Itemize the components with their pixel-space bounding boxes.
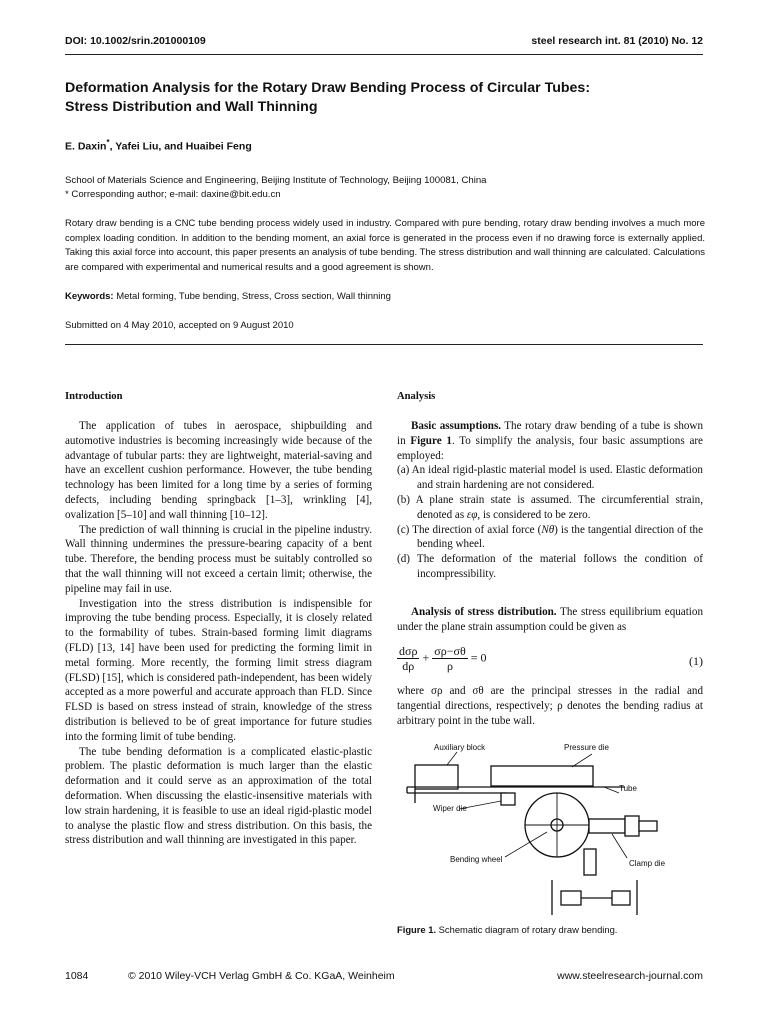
- assumption-item: (a) An ideal rigid-plastic material model is used. Elastic deformation and strain hardening are not considered.: [397, 464, 703, 492]
- label-pressure-die: Pressure die: [564, 743, 609, 752]
- label-auxiliary-block: Auxiliary block: [434, 743, 486, 752]
- eq-term-1: $\frac{\text{dσρ}}{d\rho}$: [399, 644, 418, 673]
- author-rest: , Yafei Liu, and Huaibei Feng: [109, 140, 252, 153]
- equation-number: (1): [689, 654, 703, 668]
- abstract-rule: [65, 344, 703, 345]
- header-rule: [65, 54, 703, 55]
- doi: DOI: 10.1002/srin.201000109: [65, 35, 206, 47]
- stress-analysis-text: The stress equilibrium equation under the plane strain assumption could be given as: [397, 606, 703, 633]
- intro-paragraph-2: The prediction of wall thinning is crucial in the pipeline industry. Wall thinning undermines the pressure-bearing capacity of a bent tube. Therefore, the bending process must be suitably controlled so that the wall thinning will not exceed a certain limit; otherwise, the pipeline may fail in use.: [65, 523, 372, 595]
- basic-assumptions-title: Basic assumptions.: [411, 420, 502, 432]
- assumption-item: (d) The deformation of the material follows the condition of incompressibility.: [397, 553, 703, 580]
- copyright: © 2010 Wiley-VCH Verlag GmbH & Co. KGaA, Weinheim: [128, 970, 395, 982]
- eq-term-2: $\frac{\sigma\rho-\sigma\theta}{\rho}$: [434, 644, 466, 673]
- clamp-die: [589, 819, 625, 833]
- equation-1: $\frac{\text{dσρ}}{d\rho}$ + $\frac{\sigma\rho-\sigma\theta}{\rho}$ = 0 (1): [399, 644, 703, 673]
- axial-force-symbol: Nθ: [541, 523, 555, 536]
- title-line-1: Deformation Analysis for the Rotary Draw Bending Process of Circular Tubes:: [65, 80, 591, 96]
- keywords-text: Metal forming, Tube bending, Stress, Cross section, Wall thinning: [113, 291, 391, 302]
- pressure-die: [491, 766, 593, 786]
- introduction-body: [65, 419, 372, 848]
- auxiliary-block: [415, 765, 458, 789]
- author-first: E. Daxin: [65, 140, 107, 153]
- title-line-2: Stress Distribution and Wall Thinning: [65, 99, 318, 115]
- affiliation: [65, 174, 705, 202]
- intro-paragraph-4: The tube bending deformation is a complicated elastic-plastic problem. The plastic deformation is much larger than the elastic deformation and it could serve as an approximation of the total deformation. When discussing the elastic-insensitive materials with low strain hardening, it is feasible to use an ideal rigid-plastic model to analyse the plastic flow and stress distribution. On this basis, the stress distribution and wall thinning are investigated in this paper.: [65, 745, 372, 847]
- strain-symbol: εφ: [466, 508, 478, 521]
- section-heading-introduction: Introduction: [65, 391, 123, 402]
- intro-paragraph-3: Investigation into the stress distribution is indispensible for improving the tube bending process. Especially, it is closely related to the formability of tubes. Strain-based forming limit diagrams (FLD) [13, 14] have been used for predicting the forming limit in metal forming. More recently, the forming limit stress diagram (FLSD) [15], which is considered path-independent, has been widely accepted as a more powerful and accurate approach than FLD. Since FLSD is based on stress instead of strain, knowledge of the stress distribution is believed to be of great importance for future studies into the forming limit of tube bending.: [65, 597, 372, 743]
- keywords: [65, 291, 391, 302]
- journal-url[interactable]: www.steelresearch-journal.com: [557, 970, 703, 982]
- label-bending-wheel: Bending wheel: [450, 855, 503, 864]
- affiliation-school: School of Materials Science and Engineering, Beijing Institute of Technology, Beijing 100081, China: [65, 175, 487, 186]
- keywords-label: Keywords:: [65, 291, 114, 302]
- submission-dates: Submitted on 4 May 2010, accepted on 9 August 2010: [65, 320, 294, 331]
- assumption-item: (b) A plane strain state is assumed. The circumferential strain, denoted as εφ, is considered to be zero.: [397, 493, 703, 521]
- assumption-list: [397, 463, 703, 581]
- basic-assumptions: [397, 419, 703, 582]
- figure-1-caption: [397, 924, 617, 935]
- wiper-die: [501, 793, 515, 805]
- intro-paragraph-1: The application of tubes in aerospace, shipbuilding and automotive industries is becoming increasingly wide because of the advantage of tubular parts: they are lightweight, material-saving and have an excellent cushion performance. However, the tube bending technology has been limited for a long time by a series of forming defects, including bending springback [1–3], wrinkling [4], ovalization [5–10] and wall thinning [10–12].: [65, 420, 372, 521]
- stress-analysis-title: Analysis of stress distribution.: [411, 606, 557, 618]
- basic-assumptions-intro: Basic assumptions. The rotary draw bending of a tube is shown in Figure 1. To simplify the analysis, four basic assumptions are employed:: [397, 420, 703, 462]
- figure-1-reference: Figure 1: [410, 434, 452, 447]
- corresponding-mark: *: [106, 138, 110, 147]
- section-heading-analysis: Analysis: [397, 391, 436, 402]
- assumption-item: (c) The direction of axial force (Nθ) is the tangential direction of the bending wheel.: [397, 523, 703, 551]
- label-clamp-die: Clamp die: [629, 859, 666, 868]
- abstract: Rotary draw bending is a CNC tube bending process widely used in industry. Compared with pure bending, rotary draw bending involves a much more complex loading condition. In addition to the bending moment, an axial force is generated in the process even if no drawing force is externally applied. Taking this axial force into account, this paper presents an analysis of tube bending. The stress distribution and wall thinning are calculated. Calculations are compared with experimental and numerical results and a good agreement is shown.: [65, 218, 705, 274]
- section-view: [561, 891, 581, 905]
- authors: [65, 138, 252, 153]
- label-wiper-die: Wiper die: [433, 804, 467, 813]
- figure-caption-label: Figure 1.: [397, 924, 437, 935]
- corresponding-author: * Corresponding author; e-mail: daxine@bit.edu.cn: [65, 189, 281, 200]
- figure-caption-text: Schematic diagram of rotary draw bending.: [436, 924, 618, 935]
- journal-citation: steel research int. 81 (2010) No. 12: [531, 35, 703, 47]
- article-title: [65, 79, 705, 117]
- equation-explanation: where σρ and σθ are the principal stresses in the radial and tangential directions, respectively; ρ denotes the bending radius at arbitrary point in the tube wall.: [397, 685, 703, 727]
- stress-analysis-intro: [397, 605, 703, 635]
- label-tube: Tube: [619, 784, 637, 793]
- figure-1-schematic: [397, 737, 707, 915]
- page-number: 1084: [65, 970, 89, 982]
